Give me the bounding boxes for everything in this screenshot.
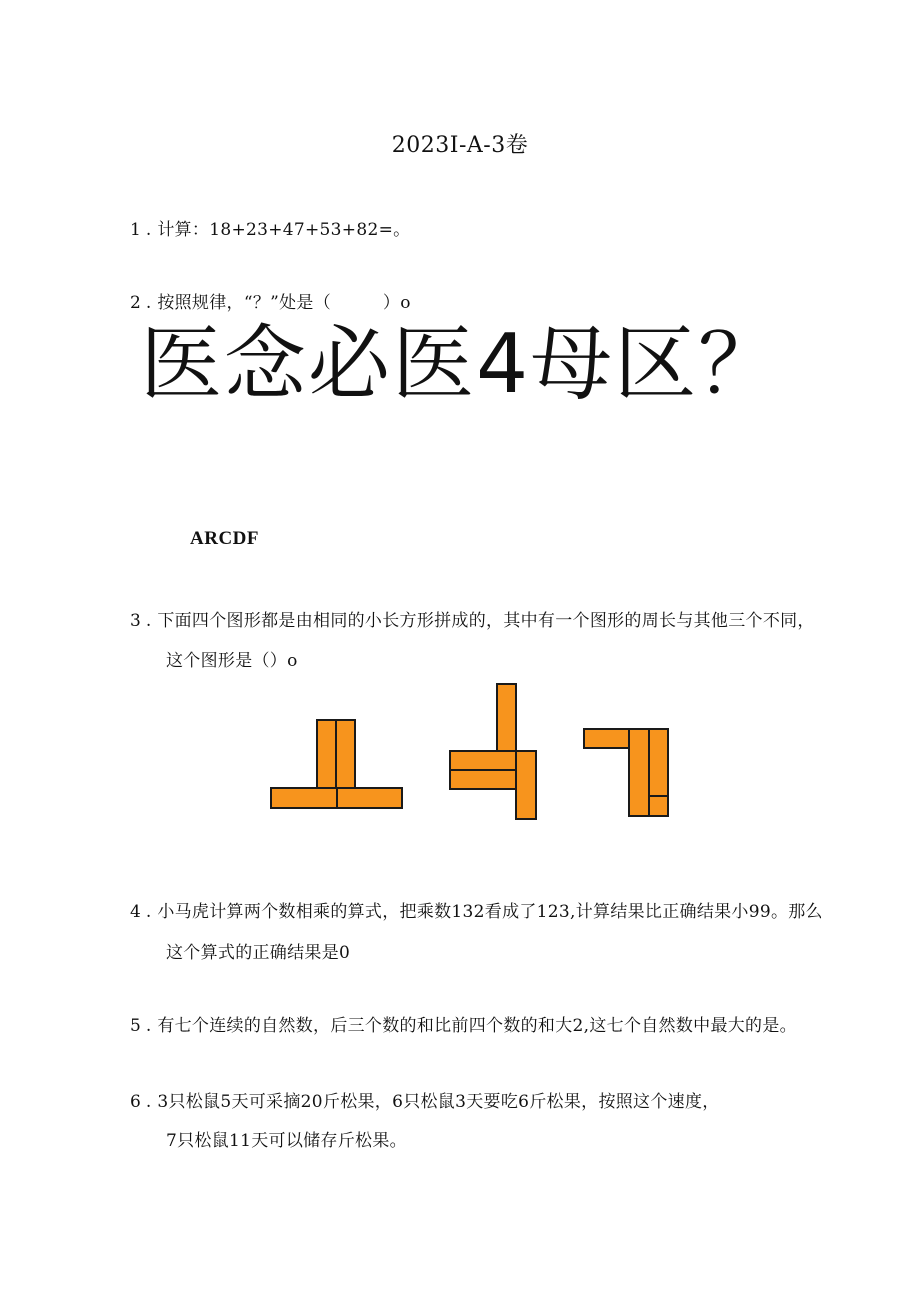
question-6 — [130, 1087, 720, 1112]
question-text: . 小马虎计算两个数相乘的算式，把乘数132看成了123,计算结果比正确结果小99。那么 — [145, 902, 823, 922]
answer-options: ARCDF — [190, 528, 259, 549]
question-number: 6 — [130, 1092, 141, 1112]
shape-3-vertical-right — [649, 729, 668, 796]
shape-2-top-vertical — [497, 684, 516, 751]
question-5 — [130, 1011, 797, 1036]
page-title: 2023I-A-3卷 — [391, 133, 529, 158]
question-4-line-2: 这个算式的正确结果是0 — [166, 943, 351, 963]
shape-1-vertical-right — [336, 720, 355, 788]
shape-1-base-left — [271, 788, 337, 808]
question-number: 4 — [130, 902, 141, 922]
rectangle-shapes-figure — [262, 676, 682, 826]
shape-2-horizontal-bottom — [450, 770, 516, 789]
shape-1 — [271, 720, 402, 808]
question-2 — [130, 288, 411, 313]
shape-3-small-bottom — [649, 796, 668, 816]
question-number: 1 — [130, 220, 141, 240]
question-text: . 按照规律，“？”处是（ ）o — [145, 293, 411, 313]
question-number: 3 — [130, 611, 141, 631]
question-text: . 计算：18+23+47+53+82=。 — [145, 220, 411, 240]
pattern-sequence: 医念必医4母区？ — [140, 317, 783, 412]
question-text: . 下面四个图形都是由相同的小长方形拼成的，其中有一个图形的周长与其他三个不同， — [145, 611, 815, 631]
question-number: 2 — [130, 293, 141, 313]
shape-2 — [450, 684, 536, 819]
shape-3-vertical-left — [629, 729, 649, 816]
shape-2-right-vertical — [516, 751, 536, 819]
shape-1-vertical-left — [317, 720, 336, 788]
question-6-line-2: 7只松鼠11天可以储存斤松果。 — [166, 1131, 407, 1151]
question-1 — [130, 215, 410, 240]
question-text: . 3只松鼠5天可采摘20斤松果，6只松鼠3天要吃6斤松果，按照这个速度， — [145, 1092, 720, 1112]
shape-3 — [584, 729, 668, 816]
question-text: . 有七个连续的自然数，后三个数的和比前四个数的和大2,这七个自然数中最大的是。 — [145, 1016, 797, 1036]
question-number: 5 — [130, 1016, 141, 1036]
question-3-line-2: 这个图形是（）o — [166, 651, 298, 671]
shape-1-base-right — [337, 788, 402, 808]
question-4 — [130, 897, 823, 922]
question-3 — [130, 606, 815, 631]
shape-2-horizontal-top — [450, 751, 516, 770]
